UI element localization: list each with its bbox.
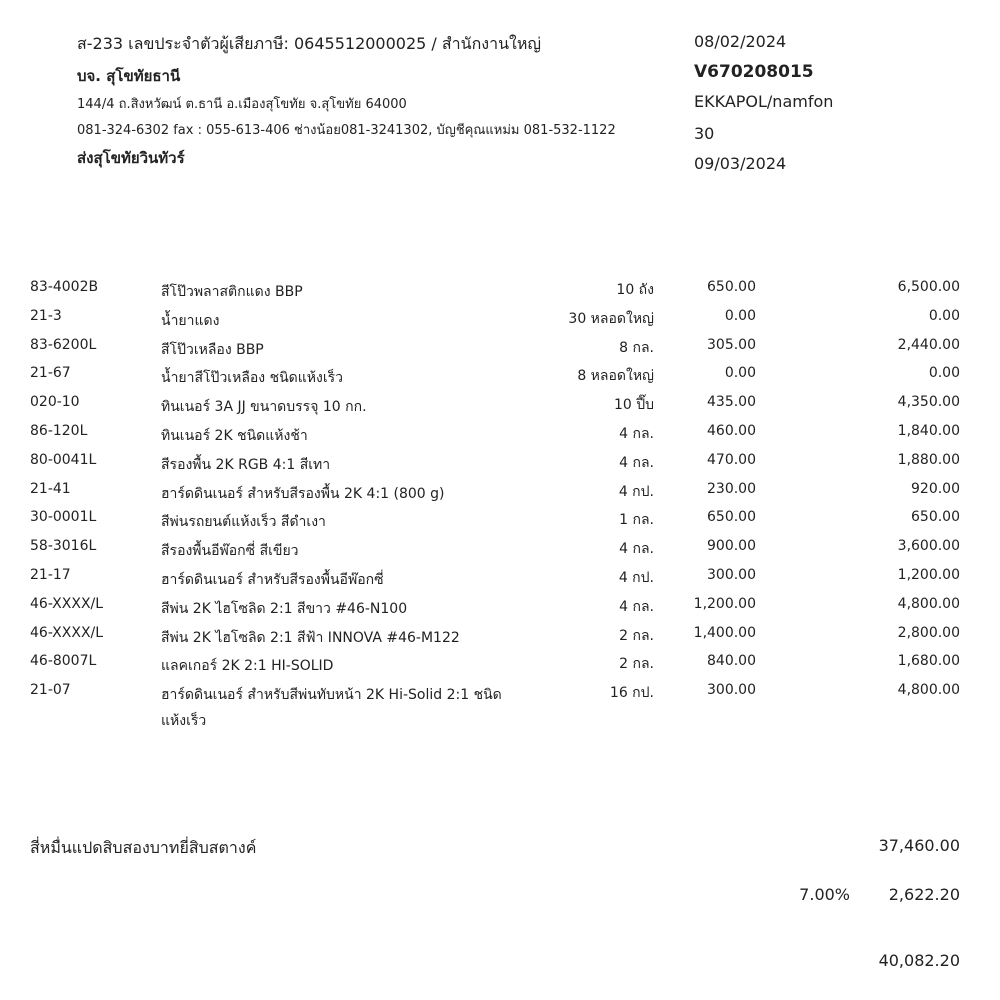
item-description: น้ำยาแดง [161,312,220,329]
item-amount: 1,680.00 [897,653,960,670]
item-row [0,596,1000,625]
item-quantity: 4 กล. [619,425,654,442]
item-row [0,365,1000,394]
item-amount: 0.00 [928,365,960,382]
item-row [0,682,1000,732]
vat-amount: 2,622.20 [888,885,960,904]
item-quantity: 4 กล. [619,454,654,471]
item-amount: 1,200.00 [897,566,960,583]
item-quantity: 8 หลอดใหญ่ [577,368,654,385]
salesperson: EKKAPOL/namfon [694,92,834,111]
item-description: แลคเกอร์ 2K 2:1 HI-SOLID [161,658,334,675]
item-unit-price: 460.00 [707,422,756,439]
item-row [0,481,1000,510]
item-code: 83-4002B [30,279,99,295]
item-description: ฮาร์ดดินเนอร์ สำหรับสีพ่นทับหน้า 2K Hi-Solid 2:1 ชนิดแห้งเร็ว [161,687,502,730]
grand-total: 40,082.20 [878,951,960,970]
item-description: สีโป๊วพลาสติกแดง BBP [161,284,303,300]
item-unit-price: 1,400.00 [693,624,756,641]
item-quantity: 30 หลอดใหญ่ [568,310,654,327]
item-quantity: 10 ปี๊บ [613,397,654,414]
item-code: 80-0041L [30,451,97,468]
item-code: 21-67 [30,365,71,382]
item-unit-price: 230.00 [707,480,756,497]
item-unit-price: 0.00 [724,365,756,382]
item-unit-price: 435.00 [707,394,756,411]
item-quantity: 8 กล. [619,339,654,356]
item-quantity: 4 กล. [619,598,654,615]
item-description: ฮาร์ดดินเนอร์ สำหรับสีรองพื้น 2K 4:1 (800 g) [161,485,445,502]
item-code: 30-0001L [30,509,97,526]
item-quantity: 4 กล. [619,541,654,558]
company-name: บจ. สุโขทัยธานี [77,67,181,85]
item-row [0,337,1000,366]
item-row [0,279,1000,308]
item-unit-price: 650.00 [707,279,756,295]
item-code: 46-XXXX/L [30,624,104,641]
item-unit-price: 900.00 [707,538,756,555]
item-amount: 0.00 [928,307,960,324]
item-description: สีโป๊วเหลือง BBP [161,341,264,358]
item-unit-price: 305.00 [707,336,756,353]
item-row [0,509,1000,538]
credit-days: 30 [694,124,715,143]
item-code: 46-XXXX/L [30,595,104,612]
company-address: 144/4 ถ.สิงหวัฒน์ ต.ธานี อ.เมืองสุโขทัย จ.สุโขทัย 64000 [77,97,407,112]
item-description: ทินเนอร์ 3A JJ ขนาดบรรจุ 10 กก. [161,399,367,416]
item-code: 21-3 [30,307,62,324]
item-row [0,423,1000,452]
item-description: น้ำยาสีโป๊วเหลือง ชนิดแห้งเร็ว [161,370,344,387]
item-code: 46-8007L [30,653,97,670]
delivery-method: ส่งสุโขทัยวินทัวร์ [77,149,185,167]
item-amount: 4,800.00 [897,595,960,612]
item-unit-price: 470.00 [707,451,756,468]
document-date: 08/02/2024 [694,32,787,51]
item-amount: 4,800.00 [897,682,960,699]
item-description: สีพ่นรถยนต์แห้งเร็ว สีดำเงา [161,514,326,531]
item-row [0,567,1000,596]
item-amount: 4,350.00 [897,394,960,411]
item-code: 86-120L [30,422,88,439]
item-amount: 2,800.00 [897,624,960,641]
item-quantity: 4 กป. [618,483,654,500]
item-amount: 650.00 [911,509,960,526]
item-code: 21-41 [30,480,71,497]
item-row [0,625,1000,654]
item-row [0,308,1000,337]
item-unit-price: 300.00 [707,682,756,699]
item-code: 58-3016L [30,538,97,555]
item-description: ทินเนอร์ 2K ชนิดแห้งช้า [161,427,308,444]
tax-id-line: ส-233 เลขประจำตัวผู้เสียภาษี: 0645512000025 / สำนักงานใหญ่ [77,34,541,53]
item-row [0,394,1000,423]
item-code: 21-07 [30,682,71,699]
item-description: ฮาร์ดดินเนอร์ สำหรับสีรองพื้นอีพ๊อกซี่ [161,571,384,588]
item-unit-price: 1,200.00 [693,595,756,612]
item-quantity: 2 กล. [619,656,654,673]
item-amount: 6,500.00 [897,279,960,295]
item-quantity: 10 ถัง [616,282,654,298]
item-list [0,279,1000,732]
item-amount: 1,840.00 [897,422,960,439]
item-row [0,452,1000,481]
item-row [0,653,1000,682]
item-description: สีรองพื้นอีพ๊อกซี่ สีเขียว [161,543,299,560]
item-unit-price: 300.00 [707,566,756,583]
company-phone: 081-324-6302 fax : 055-613-406 ช่างน้อย081-3241302, บัญชีคุณแหม่ม 081-532-1122 [77,123,616,138]
item-quantity: 4 กป. [618,569,654,586]
item-quantity: 1 กล. [619,512,654,529]
amount-in-words: สี่หมื่นแปดสิบสองบาทยี่สิบสตางค์ [30,838,257,857]
subtotal-amount: 37,460.00 [878,836,960,855]
document-number: V670208015 [694,62,814,82]
vat-rate: 7.00% [799,885,850,904]
due-date: 09/03/2024 [694,154,787,173]
item-code: 020-10 [30,394,80,411]
item-amount: 2,440.00 [897,336,960,353]
item-description: สีพ่น 2K ไฮโซลิด 2:1 สีฟ้า INNOVA #46-M122 [161,629,460,646]
item-amount: 920.00 [911,480,960,497]
item-unit-price: 840.00 [707,653,756,670]
item-description: สีพ่น 2K ไฮโซลิด 2:1 สีขาว #46-N100 [161,600,408,617]
item-code: 21-17 [30,566,71,583]
item-description: สีรองพื้น 2K RGB 4:1 สีเทา [161,456,331,473]
item-row [0,538,1000,567]
item-amount: 1,880.00 [897,451,960,468]
item-quantity: 2 กล. [619,627,654,644]
item-amount: 3,600.00 [897,538,960,555]
item-unit-price: 0.00 [724,307,756,324]
item-unit-price: 650.00 [707,509,756,526]
item-code: 83-6200L [30,336,97,353]
item-quantity: 16 กป. [609,685,654,702]
